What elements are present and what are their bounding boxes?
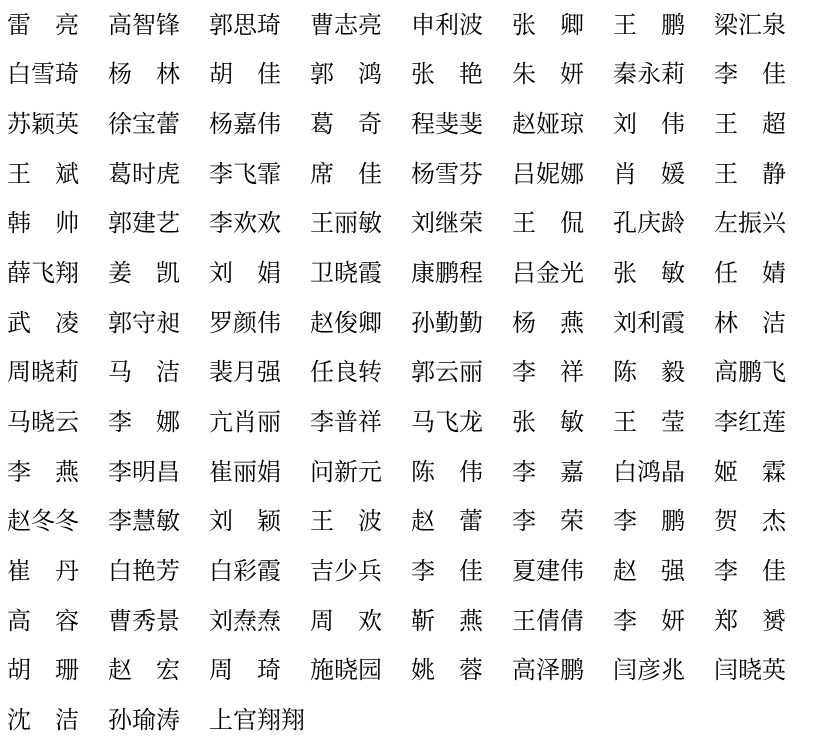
name-cell [108,299,209,349]
name-cell [613,647,714,697]
person-name: 郭 鸿 [310,62,382,89]
person-name: 姚 蓉 [411,658,483,685]
name-cell [108,100,209,150]
person-name: 孙勤勤 [411,310,483,337]
name-cell [209,547,310,597]
name-cell [613,597,714,647]
name-cell [411,299,512,349]
name-cell [714,498,815,548]
person-name: 李 荣 [512,509,584,536]
name-cell [714,597,815,647]
person-name: 郭云丽 [411,360,483,387]
name-cell [714,696,815,746]
name-cell [411,448,512,498]
person-name: 任良转 [310,360,382,387]
person-name: 刘 伟 [613,112,685,139]
person-name: 葛时虎 [108,161,180,188]
name-cell [310,498,411,548]
name-cell [512,1,613,51]
person-name: 问新元 [310,459,382,486]
person-name: 杨嘉伟 [209,112,281,139]
name-cell [714,647,815,697]
name-cell [310,597,411,647]
name-cell [7,696,108,746]
person-name: 曹志亮 [310,12,382,39]
person-name: 马飞龙 [411,410,483,437]
name-cell [310,647,411,697]
person-name: 薛飞翔 [7,261,79,288]
person-name: 王 鹏 [613,12,685,39]
person-name: 梁汇泉 [714,12,786,39]
person-name: 雷 亮 [7,12,79,39]
person-name: 郑 赟 [714,608,786,635]
name-cell [310,51,411,101]
person-name: 杨 燕 [512,310,584,337]
person-name: 徐宝蕾 [108,112,180,139]
name-cell [7,1,108,51]
name-cell [310,299,411,349]
name-cell [310,1,411,51]
person-name: 白雪琦 [7,62,79,89]
name-cell [209,51,310,101]
person-name: 李红莲 [714,410,786,437]
person-name: 席 佳 [310,161,382,188]
person-name: 施晓园 [310,658,382,685]
person-name: 孔庆龄 [613,211,685,238]
name-cell [613,547,714,597]
name-cell [411,597,512,647]
name-cell [714,150,815,200]
name-cell [714,547,815,597]
person-name: 李 燕 [7,459,79,486]
name-cell [613,249,714,299]
name-cell [411,547,512,597]
person-name: 张 艳 [411,62,483,89]
name-cell [613,150,714,200]
name-cell [714,448,815,498]
person-name: 李欢欢 [209,211,281,238]
person-name: 赵俊卿 [310,310,382,337]
person-name: 韩 帅 [7,211,79,238]
name-cell [209,647,310,697]
name-cell [209,150,310,200]
name-cell [310,150,411,200]
name-cell [411,200,512,250]
name-cell [310,349,411,399]
person-name: 刘 颖 [209,509,281,536]
person-name: 吉少兵 [310,559,382,586]
name-cell [7,498,108,548]
name-cell [411,696,512,746]
person-name: 张 敏 [512,410,584,437]
person-name: 肖 媛 [613,161,685,188]
name-cell [108,150,209,200]
person-name: 上官翔翔 [209,708,305,735]
person-name: 胡 佳 [209,62,281,89]
person-name: 李 佳 [411,559,483,586]
person-name: 吕金光 [512,261,584,288]
person-name: 李普祥 [310,410,382,437]
person-name: 崔丽娟 [209,459,281,486]
name-cell [411,398,512,448]
name-cell [512,249,613,299]
person-name: 孙瑜涛 [108,708,180,735]
name-cell [108,51,209,101]
name-cell [108,448,209,498]
person-name: 李 佳 [714,62,786,89]
person-name: 李明昌 [108,459,180,486]
person-name: 李 佳 [714,559,786,586]
name-cell [411,1,512,51]
name-cell [714,299,815,349]
name-cell [714,249,815,299]
person-name: 葛 奇 [310,112,382,139]
person-name: 白鸿晶 [613,459,685,486]
name-cell [108,249,209,299]
person-name: 王丽敏 [310,211,382,238]
name-cell [108,597,209,647]
name-cell [7,647,108,697]
person-name: 罗颜伟 [209,310,281,337]
name-cell [613,498,714,548]
name-cell [411,647,512,697]
person-name: 王 莹 [613,410,685,437]
person-name: 李飞霏 [209,161,281,188]
name-cell [512,398,613,448]
name-cell [7,51,108,101]
name-cell [209,249,310,299]
name-cell [108,349,209,399]
name-cell [512,547,613,597]
person-name: 王 超 [714,112,786,139]
name-cell [512,51,613,101]
name-cell [714,398,815,448]
name-cell [613,1,714,51]
name-cell [108,498,209,548]
name-cell [209,1,310,51]
name-cell [310,547,411,597]
name-cell [7,100,108,150]
name-cell [613,299,714,349]
person-name: 周晓莉 [7,360,79,387]
name-cell [108,1,209,51]
name-cell [613,100,714,150]
name-cell [613,349,714,399]
name-cell [7,448,108,498]
person-name: 郭守昶 [108,310,180,337]
person-name: 李 祥 [512,360,584,387]
name-cell [7,597,108,647]
name-cell [411,100,512,150]
name-cell [108,647,209,697]
name-cell [512,150,613,200]
person-name: 赵 蕾 [411,509,483,536]
name-cell [209,398,310,448]
person-name: 李 妍 [613,608,685,635]
person-name: 张 敏 [613,261,685,288]
person-name: 靳 燕 [411,608,483,635]
name-cell [108,696,209,746]
name-cell [7,200,108,250]
name-cell [7,398,108,448]
person-name: 白艳芳 [108,559,180,586]
person-name: 胡 珊 [7,658,79,685]
person-name: 郭思琦 [209,12,281,39]
person-name: 李 娜 [108,410,180,437]
name-cell [512,597,613,647]
person-name: 夏建伟 [512,559,584,586]
name-cell [7,249,108,299]
person-name: 林 洁 [714,310,786,337]
person-name: 武 凌 [7,310,79,337]
person-name: 刘焘焘 [209,608,281,635]
name-cell [310,696,411,746]
name-cell [310,200,411,250]
person-name: 苏颖英 [7,112,79,139]
name-cell [310,448,411,498]
name-cell [512,498,613,548]
name-cell [512,200,613,250]
name-cell [613,448,714,498]
name-cell [209,100,310,150]
name-cell [512,696,613,746]
name-cell [7,299,108,349]
name-cell [512,349,613,399]
person-name: 马晓云 [7,410,79,437]
person-name: 杨 林 [108,62,180,89]
name-cell [411,349,512,399]
name-cell [209,448,310,498]
person-name: 杨雪芬 [411,161,483,188]
person-name: 李 嘉 [512,459,584,486]
person-name: 周 欢 [310,608,382,635]
name-cell [613,398,714,448]
name-cell [411,150,512,200]
person-name: 陈 伟 [411,459,483,486]
name-cell [613,200,714,250]
person-name: 赵冬冬 [7,509,79,536]
person-name: 陈 毅 [613,360,685,387]
person-name: 吕妮娜 [512,161,584,188]
person-name: 王 斌 [7,161,79,188]
name-cell [209,498,310,548]
person-name: 赵娅琼 [512,112,584,139]
person-name: 刘利霞 [613,310,685,337]
person-name: 申利波 [411,12,483,39]
name-cell [310,100,411,150]
person-name: 姜 凯 [108,261,180,288]
name-cell [512,448,613,498]
name-cell [7,547,108,597]
name-cell [7,349,108,399]
person-name: 崔 丹 [7,559,79,586]
name-cell [411,498,512,548]
name-cell [108,200,209,250]
person-name: 马 洁 [108,360,180,387]
name-cell [108,398,209,448]
name-cell [209,200,310,250]
name-cell [310,398,411,448]
person-name: 曹秀景 [108,608,180,635]
person-name: 高鹏飞 [714,360,786,387]
person-name: 王倩倩 [512,608,584,635]
person-name: 任 婧 [714,261,786,288]
person-name: 周 琦 [209,658,281,685]
person-name: 亢肖丽 [209,410,281,437]
name-cell [108,547,209,597]
person-name: 张 卿 [512,12,584,39]
person-name: 沈 洁 [7,708,79,735]
person-name: 高 容 [7,608,79,635]
person-name: 刘继荣 [411,211,483,238]
name-cell [512,299,613,349]
person-name: 闫晓英 [714,658,786,685]
name-cell [512,100,613,150]
name-cell [714,349,815,399]
name-cell [209,597,310,647]
name-cell [209,299,310,349]
name-cell [209,696,310,746]
person-name: 赵 宏 [108,658,180,685]
person-name: 卫晓霞 [310,261,382,288]
person-name: 贺 杰 [714,509,786,536]
person-name: 王 侃 [512,211,584,238]
name-cell [512,647,613,697]
person-name: 李慧敏 [108,509,180,536]
person-name: 闫彦兆 [613,658,685,685]
name-cell [411,249,512,299]
person-name: 高智锋 [108,12,180,39]
person-name: 程斐斐 [411,112,483,139]
name-cell [613,51,714,101]
person-name: 王 波 [310,509,382,536]
person-name: 赵 强 [613,559,685,586]
person-name: 高泽鹏 [512,658,584,685]
person-name: 李 鹏 [613,509,685,536]
name-cell [714,1,815,51]
name-cell [310,249,411,299]
person-name: 白彩霞 [209,559,281,586]
name-cell [7,150,108,200]
person-name: 姬 霖 [714,459,786,486]
person-name: 秦永莉 [613,62,685,89]
person-name: 左振兴 [714,211,786,238]
person-name: 郭建艺 [108,211,180,238]
name-cell [411,51,512,101]
person-name: 裴月强 [209,360,281,387]
name-cell [714,100,815,150]
person-name: 王 静 [714,161,786,188]
person-name: 刘 娟 [209,261,281,288]
name-cell [714,51,815,101]
name-cell [209,349,310,399]
person-name: 康鹏程 [411,261,483,288]
person-name: 朱 妍 [512,62,584,89]
name-cell [613,696,714,746]
name-cell [714,200,815,250]
